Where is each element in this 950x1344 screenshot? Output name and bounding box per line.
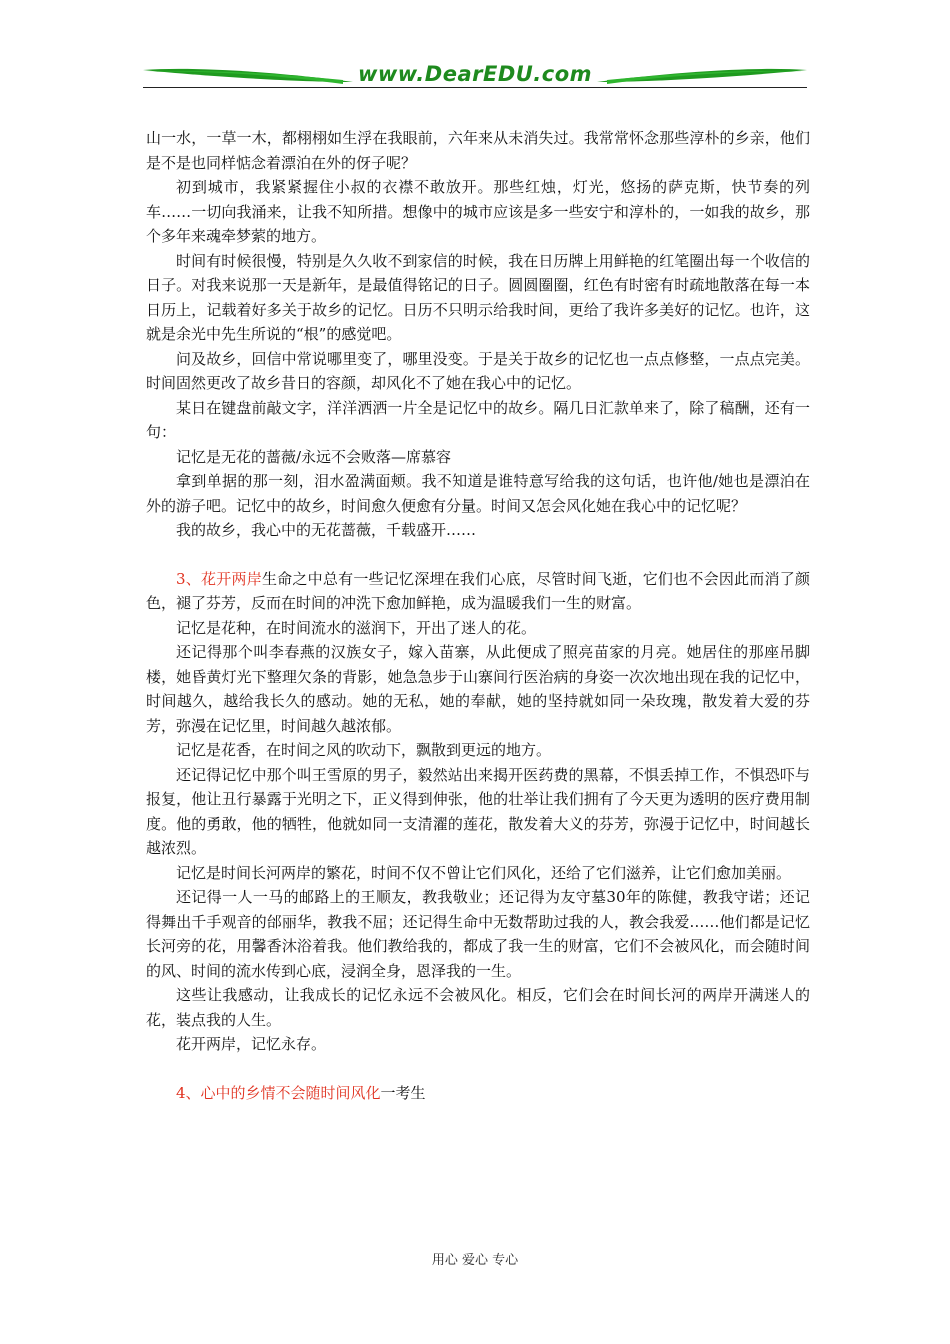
paragraph: 记忆是花种，在时间流水的滋润下，开出了迷人的花。 xyxy=(176,618,537,637)
paragraph: 拿到单据的那一刻，泪水盈满面颊。我不知道是谁特意写给我的这句话，也许他/她也是漂泊在外的游子吧。记忆中的故乡，时间愈久便愈有分量。时间又怎会风化她在我心中的记忆呢？ xyxy=(146,472,810,515)
section-3-lead-text: 生命之中总有一些记忆深埋在我们心底，尽管时间飞逝，它们也不会因此而消了颜色，褪了芬芳，反而在时间的冲洗下愈加鲜艳，成为温暖我们一生的财富。 xyxy=(146,569,810,612)
paragraph: 山一水，一草一木，都栩栩如生浮在我眼前，六年来从未消失过。我常常怀念那些淳朴的乡亲，他们是不是也同样惦念着漂泊在外的伢子呢？ xyxy=(146,129,810,172)
paragraph: 这些让我感动，让我成长的记忆永远不会被风化。相反，它们会在时间长河的两岸开满迷人的花，装点我的人生。 xyxy=(146,986,810,1029)
section-3-lead xyxy=(146,567,810,616)
article-body xyxy=(146,126,810,1105)
spacer xyxy=(146,1057,810,1081)
spacer xyxy=(146,543,810,567)
quote-line: 记忆是无花的蔷薇/永远不会败落—席慕容 xyxy=(176,447,452,466)
page-footer: 用心 爱心 专心 xyxy=(431,1253,519,1268)
site-header xyxy=(143,60,807,96)
site-logo-text[interactable]: www.DearEDU.com xyxy=(357,62,593,86)
section-4-heading xyxy=(146,1081,810,1106)
paragraph: 花开两岸，记忆永存。 xyxy=(176,1035,327,1053)
paragraph: 记忆是花香，在时间之风的吹动下，飘散到更远的地方。 xyxy=(176,741,552,759)
header-rule xyxy=(143,87,807,88)
paragraph: 我的故乡，我心中的无花蔷薇，千载盛开…… xyxy=(176,521,477,539)
paragraph: 还记得一人一马的邮路上的王顺友，教我敬业；还记得为友守墓30年的陈健，教我守诺；还记得舞出千手观音的邰丽华，教我不屈；还记得生命中无数帮助过我的人，教会我爱……他们都是记忆长河旁的花，用馨香沐浴着我。他们教给我的，都成了我一生的财富，它们不会被风化，而会随时间的风、时间的流水传到心底，浸润全身，恩泽我的一生。 xyxy=(146,888,810,980)
paragraph: 时间有时候很慢，特别是久久收不到家信的时候，我在日历牌上用鲜艳的红笔圈出每一个收信的日子。对我来说那一天是新年，是最值得铭记的日子。圆圆圈圈，红色有时密有时疏地散落在每一本日历上，记载着好多关于故乡的记忆。日历不只明示给我时间，更给了我许多美好的记忆。也许，这就是余光中先生所说的“根”的感觉吧。 xyxy=(146,251,810,343)
paragraph: 某日在键盘前敲文字，洋洋洒洒一片全是记忆中的故乡。隔几日汇款单来了，除了稿酬，还有一句： xyxy=(146,398,810,441)
section-3-title: 3、花开两岸 xyxy=(176,569,262,588)
paragraph: 初到城市，我紧紧握住小叔的衣襟不敢放开。那些红烛，灯光，悠扬的萨克斯，快节奏的列车……一切向我涌来，让我不知所措。想像中的城市应该是多一些安宁和淳朴的，一如我的故乡，那个多年来魂牵梦萦的地方。 xyxy=(146,178,810,245)
paragraph: 还记得记忆中那个叫王雪原的男子，毅然站出来揭开医药费的黑幕，不惧丢掉工作，不惧恐吓与报复，他让丑行暴露于光明之下，正义得到伸张，他的壮举让我们拥有了今天更为透明的医疗费用制度。他的勇敢，他的牺牲，他就如同一支清濯的莲花，散发着大义的芬芳，弥漫于记忆中，时间越长越浓烈。 xyxy=(146,765,810,857)
paragraph: 记忆是时间长河两岸的繁花，时间不仅不曾让它们风化，还给了它们滋养，让它们愈加美丽。 xyxy=(176,863,792,882)
section-4-title: 4、心中的乡情不会随时间风化 xyxy=(176,1083,381,1102)
paragraph: 问及故乡，回信中常说哪里变了，哪里没变。于是关于故乡的记忆也一点点修整，一点点完美。时间固然更改了故乡昔日的容颜，却风化不了她在我心中的记忆。 xyxy=(146,349,810,392)
section-4-author: 一考生 xyxy=(380,1083,426,1102)
paragraph: 还记得那个叫李春燕的汉族女子，嫁入苗寨，从此便成了照亮苗家的月亮。她居住的那座吊脚楼，她昏黄灯光下整理欠条的背影，她急急步于山寨间行医治病的身姿一次次地出现在我的记忆中，时间越久，越给我长久的感动。她的无私，她的奉献，她的坚持就如同一朵玫瑰，散发着大爱的芬芳，弥漫在记忆里，时间越久越浓郁。 xyxy=(146,643,810,735)
